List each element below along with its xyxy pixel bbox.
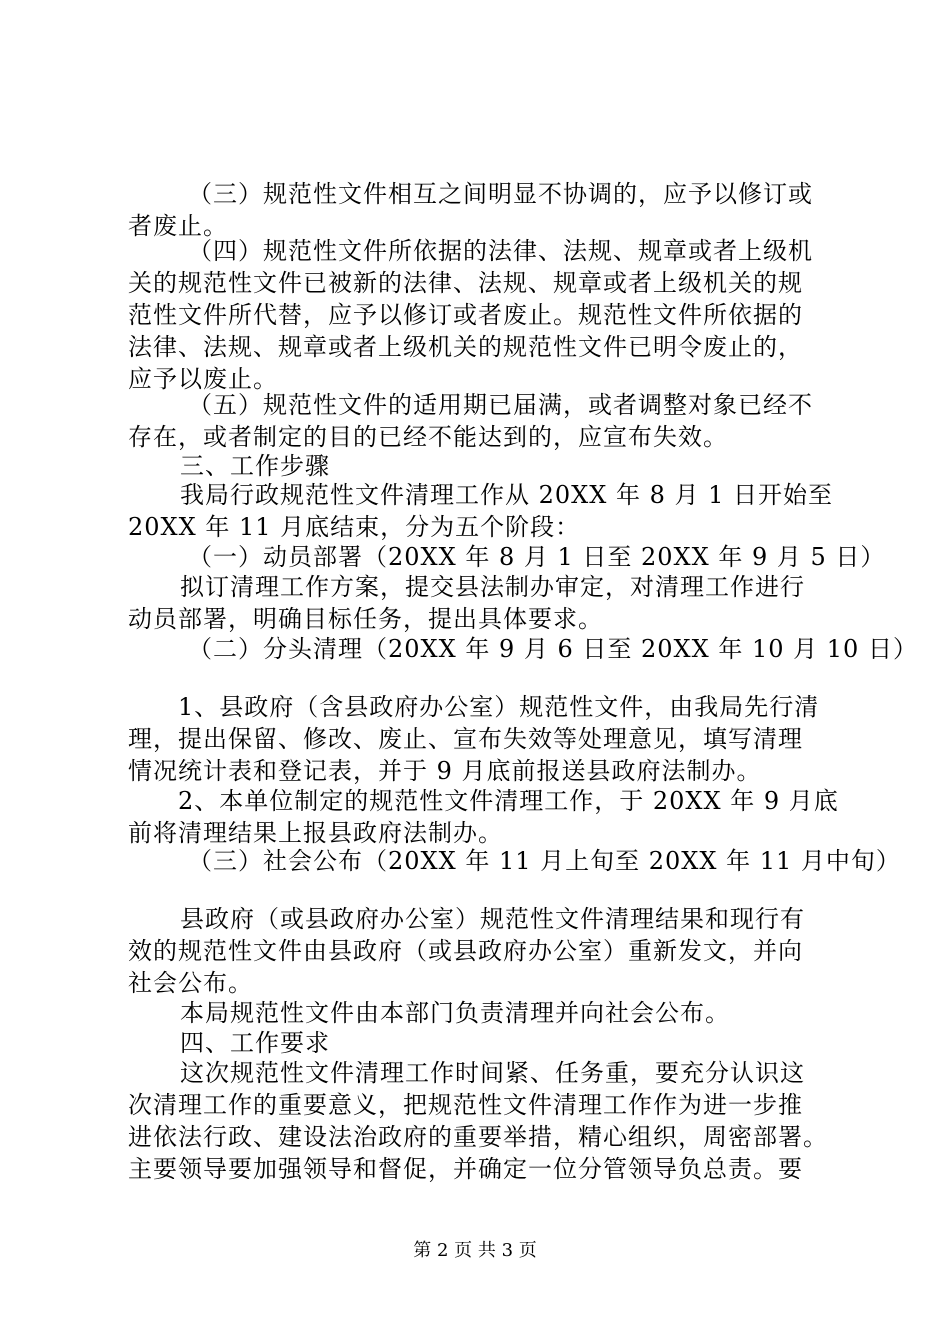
paragraph-line: 法律、法规、规章或者上级机关的规范性文件已明令废止的， <box>128 333 803 361</box>
stage-heading: （三）社会公布（20XX 年 11 月上旬至 20XX 年 11 月中旬） <box>188 847 901 875</box>
paragraph-line: 20XX 年 11 月底结束，分为五个阶段： <box>128 513 581 541</box>
paragraph-line: 社会公布。 <box>128 969 253 997</box>
paragraph-line: 本局规范性文件由本部门负责清理并向社会公布。 <box>180 999 730 1027</box>
paragraph-line: 这次规范性文件清理工作时间紧、任务重，要充分认识这 <box>180 1059 805 1087</box>
paragraph-line: （三）规范性文件相互之间明显不协调的，应予以修订或 <box>188 180 813 208</box>
paragraph-line: 拟订清理工作方案，提交县法制办审定，对清理工作进行 <box>180 573 805 601</box>
paragraph-line: 主要领导要加强领导和督促，并确定一位分管领导负总责。要 <box>128 1155 803 1183</box>
paragraph-line: 情况统计表和登记表，并于 9 月底前报送县政府法制办。 <box>128 757 762 785</box>
paragraph-line: 进依法行政、建设法治政府的重要举措，精心组织，周密部署。 <box>128 1123 828 1151</box>
paragraph-line: 者废止。 <box>128 212 228 240</box>
paragraph-line: （四）规范性文件所依据的法律、法规、规章或者上级机 <box>188 237 813 265</box>
section-heading: 四、工作要求 <box>180 1029 330 1057</box>
stage-heading: （一）动员部署（20XX 年 8 月 1 日至 20XX 年 9 月 5 日） <box>188 543 886 571</box>
paragraph-line: （五）规范性文件的适用期已届满，或者调整对象已经不 <box>188 391 813 419</box>
paragraph-line: 县政府（或县政府办公室）规范性文件清理结果和现行有 <box>180 905 805 933</box>
paragraph-line: 效的规范性文件由县政府（或县政府办公室）重新发文，并向 <box>128 937 803 965</box>
paragraph-line: 动员部署，明确目标任务，提出具体要求。 <box>128 605 603 633</box>
paragraph-line: 理，提出保留、修改、废止、宣布失效等处理意见，填写清理 <box>128 725 803 753</box>
stage-heading: （二）分头清理（20XX 年 9 月 6 日至 20XX 年 10 月 10 日） <box>188 635 918 663</box>
paragraph-line: 2、本单位制定的规范性文件清理工作，于 20XX 年 9 月底 <box>178 787 839 815</box>
paragraph-line: 1、县政府（含县政府办公室）规范性文件，由我局先行清 <box>178 693 820 721</box>
section-heading: 三、工作步骤 <box>180 452 330 480</box>
paragraph-line: 关的规范性文件已被新的法律、法规、规章或者上级机关的规 <box>128 269 803 297</box>
paragraph-line: 次清理工作的重要意义，把规范性文件清理工作作为进一步推 <box>128 1091 803 1119</box>
paragraph-line: 范性文件所代替，应予以修订或者废止。规范性文件所依据的 <box>128 301 803 329</box>
paragraph-line: 我局行政规范性文件清理工作从 20XX 年 8 月 1 日开始至 <box>180 481 834 509</box>
paragraph-line: 前将清理结果上报县政府法制办。 <box>128 819 503 847</box>
page-number-footer: 第 2 页 共 3 页 <box>413 1240 537 1261</box>
paragraph-line: 应予以废止。 <box>128 365 278 393</box>
paragraph-line: 存在，或者制定的目的已经不能达到的，应宣布失效。 <box>128 423 728 451</box>
